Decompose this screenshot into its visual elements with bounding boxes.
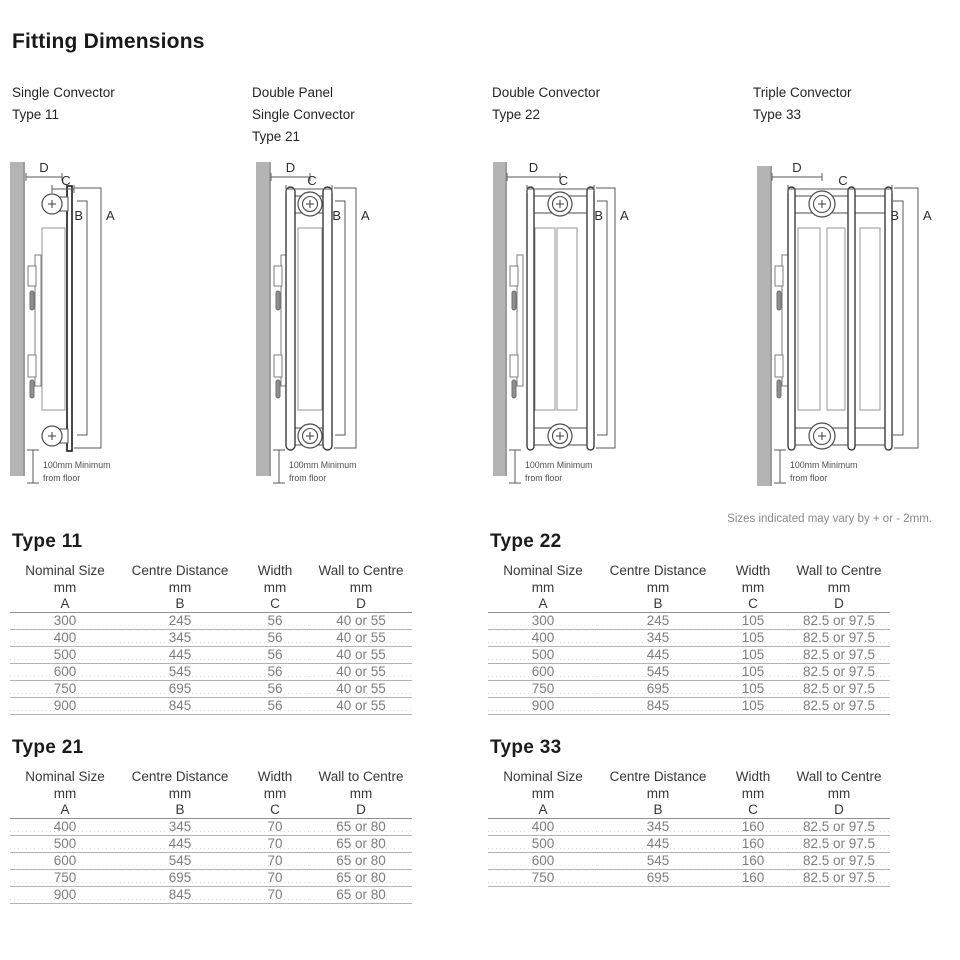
dimension-d <box>772 160 822 181</box>
radiator-panel <box>527 187 534 450</box>
floor-note-line2: from floor <box>790 473 828 483</box>
table-cell: 105 <box>718 681 788 698</box>
table-row <box>10 630 412 647</box>
radiator-panel <box>587 187 594 450</box>
table-cell: 105 <box>718 647 788 664</box>
convector-fin <box>860 228 880 410</box>
table-cell: 400 <box>10 819 120 836</box>
dimension-b <box>332 201 345 435</box>
table-cell: 160 <box>718 853 788 870</box>
table-cell: 695 <box>120 681 240 698</box>
table-cell: 345 <box>120 630 240 647</box>
valve <box>548 424 572 448</box>
table-row <box>488 664 890 681</box>
table-cell: 600 <box>488 664 598 681</box>
convector-fin <box>827 228 845 410</box>
table-cell: 56 <box>240 647 310 664</box>
col-header: Width <box>257 563 293 578</box>
table-title: Type 22 <box>490 531 562 552</box>
radiator-panel <box>788 187 795 450</box>
dimensions-table <box>488 562 890 715</box>
table-cell: 695 <box>598 870 718 887</box>
dim-label-b: B <box>890 208 899 223</box>
col-unit: mm <box>531 580 555 595</box>
section-heading-line: Double Convector <box>492 85 601 100</box>
col-header: Nominal Size <box>503 563 583 578</box>
floor-note-line2: from floor <box>289 473 327 483</box>
table-cell: 82.5 or 97.5 <box>788 613 890 630</box>
col-letter: C <box>718 802 788 819</box>
col-header: Centre Distance <box>131 769 229 784</box>
wall <box>493 162 507 476</box>
table-cell: 500 <box>10 647 120 664</box>
table-cell: 70 <box>240 870 310 887</box>
header-row-letters <box>488 802 890 819</box>
table-cell: 82.5 or 97.5 <box>788 681 890 698</box>
section-heading-line: Type 11 <box>12 107 60 122</box>
col-letter: C <box>240 596 310 613</box>
header-row-units <box>488 580 890 596</box>
table-cell: 300 <box>488 613 598 630</box>
header-row-labels <box>488 562 890 580</box>
table-cell: 82.5 or 97.5 <box>788 698 890 715</box>
table-cell: 56 <box>240 630 310 647</box>
dim-label-d: D <box>39 160 49 175</box>
floor-clearance <box>509 450 592 483</box>
dim-label-d: D <box>285 160 296 175</box>
floor-clearance <box>774 450 857 483</box>
table-row <box>10 870 412 887</box>
col-header: Wall to Centre <box>796 769 882 784</box>
header-row-units <box>10 580 412 596</box>
dim-label-c: C <box>838 173 848 188</box>
table-cell: 105 <box>718 613 788 630</box>
table-cell: 160 <box>718 870 788 887</box>
table-cell: 160 <box>718 836 788 853</box>
valve <box>548 192 572 216</box>
table-cell: 545 <box>598 853 718 870</box>
dimensions-table <box>488 768 890 887</box>
table-cell: 105 <box>718 698 788 715</box>
dimension-d <box>271 160 310 181</box>
diagram-type-21 <box>240 158 480 503</box>
col-header: Wall to Centre <box>318 769 404 784</box>
col-letter: B <box>598 596 718 613</box>
col-header: Nominal Size <box>25 563 105 578</box>
table-cell: 500 <box>488 647 598 664</box>
col-unit: mm <box>168 786 192 801</box>
dimension-b <box>74 201 87 435</box>
col-unit: mm <box>827 580 851 595</box>
section-heading-line: Type 33 <box>753 107 802 122</box>
table-cell: 56 <box>240 664 310 681</box>
dim-label-b: B <box>594 208 603 223</box>
col-header: Wall to Centre <box>318 563 404 578</box>
table-cell: 56 <box>240 613 310 630</box>
col-header: Width <box>257 769 293 784</box>
header-row-units <box>10 786 412 802</box>
floor-note-line2: from floor <box>43 473 81 483</box>
table-cell: 82.5 or 97.5 <box>788 819 890 836</box>
col-letter: D <box>310 802 412 819</box>
table-cell: 545 <box>120 853 240 870</box>
wall-bracket <box>775 255 788 398</box>
col-unit: mm <box>168 580 192 595</box>
floor-note-line1: 100mm Minimum <box>43 460 111 470</box>
col-unit: mm <box>53 580 77 595</box>
table-cell: 56 <box>240 698 310 715</box>
col-letter: A <box>10 802 120 819</box>
table-cell: 82.5 or 97.5 <box>788 664 890 681</box>
col-header: Nominal Size <box>25 769 105 784</box>
table-cell: 445 <box>120 647 240 664</box>
col-unit: mm <box>53 786 77 801</box>
table-cell: 70 <box>240 887 310 904</box>
col-unit: mm <box>531 786 555 801</box>
table-row <box>488 647 890 664</box>
table-cell: 40 or 55 <box>310 681 412 698</box>
header-row-labels <box>10 768 412 786</box>
floor-note-line1: 100mm Minimum <box>790 460 858 470</box>
wall-bracket <box>510 255 523 398</box>
col-unit: mm <box>349 580 373 595</box>
header-row-letters <box>488 596 890 613</box>
dimensions-table <box>10 768 412 904</box>
table-row <box>10 647 412 664</box>
table-row <box>488 836 890 853</box>
dim-label-a: A <box>106 208 115 223</box>
col-unit: mm <box>263 786 287 801</box>
col-header: Width <box>735 769 771 784</box>
dimension-a <box>596 188 629 448</box>
table-row <box>10 836 412 853</box>
col-letter: B <box>120 596 240 613</box>
diagram-type-33 <box>720 158 960 503</box>
dimension-a <box>894 188 932 448</box>
dim-label-d: D <box>792 160 802 175</box>
table-cell: 245 <box>120 613 240 630</box>
dimension-b <box>594 201 607 435</box>
table-cell: 160 <box>718 819 788 836</box>
table-block-type-22 <box>488 531 890 715</box>
table-cell: 500 <box>10 836 120 853</box>
table-cell: 65 or 80 <box>310 836 412 853</box>
table-title: Type 11 <box>12 531 83 552</box>
table-row <box>10 887 412 904</box>
table-cell: 600 <box>10 664 120 681</box>
header-row-letters <box>10 596 412 613</box>
table-cell: 900 <box>488 698 598 715</box>
section-heading-3 <box>492 82 600 126</box>
col-letter: D <box>788 802 890 819</box>
table-cell: 400 <box>488 819 598 836</box>
table-cell: 56 <box>240 681 310 698</box>
col-unit: mm <box>827 786 851 801</box>
wall <box>757 166 772 486</box>
table-row <box>488 681 890 698</box>
header-row-labels <box>488 768 890 786</box>
valve <box>42 194 68 214</box>
dim-label-b: B <box>332 208 341 223</box>
valve <box>298 192 322 216</box>
table-cell: 82.5 or 97.5 <box>788 853 890 870</box>
col-letter: C <box>718 596 788 613</box>
col-letter: D <box>788 596 890 613</box>
section-heading-line: Type 22 <box>492 107 541 122</box>
col-letter: A <box>488 596 598 613</box>
convector-fin <box>42 228 65 410</box>
table-title: Type 21 <box>12 737 84 758</box>
floor-note-line2: from floor <box>525 473 563 483</box>
dimension-c <box>788 173 892 193</box>
header-row-units <box>488 786 890 802</box>
table-cell: 300 <box>10 613 120 630</box>
table-cell: 70 <box>240 819 310 836</box>
section-heading-line: Triple Convector <box>753 85 852 100</box>
table-cell: 105 <box>718 630 788 647</box>
valve <box>42 426 68 446</box>
diagram-type-22 <box>480 158 720 503</box>
dim-label-a: A <box>620 208 629 223</box>
valve <box>809 191 835 217</box>
table-cell: 82.5 or 97.5 <box>788 630 890 647</box>
table-cell: 65 or 80 <box>310 870 412 887</box>
convector-fin <box>298 228 322 410</box>
valve <box>809 423 835 449</box>
convector-fin <box>798 228 820 410</box>
col-header: Centre Distance <box>609 563 707 578</box>
table-cell: 500 <box>488 836 598 853</box>
table-cell: 65 or 80 <box>310 887 412 904</box>
wall <box>256 162 271 476</box>
col-header: Wall to Centre <box>796 563 882 578</box>
table-row <box>10 853 412 870</box>
dimension-c <box>527 173 594 193</box>
variance-note: Sizes indicated may vary by + or - 2mm. <box>727 513 932 525</box>
table-cell: 40 or 55 <box>310 664 412 681</box>
dim-label-c: C <box>61 173 71 188</box>
section-heading-line: Type 21 <box>252 129 301 144</box>
dim-label-c: C <box>558 173 569 188</box>
col-letter: D <box>310 596 412 613</box>
table-title: Type 33 <box>490 737 562 758</box>
table-cell: 445 <box>120 836 240 853</box>
table-cell: 345 <box>598 630 718 647</box>
table-block-type-11 <box>10 531 412 715</box>
table-cell: 695 <box>598 681 718 698</box>
col-unit: mm <box>646 580 670 595</box>
table-row <box>488 853 890 870</box>
table-cell: 400 <box>10 630 120 647</box>
section-heading-4 <box>753 82 852 126</box>
table-cell: 750 <box>488 681 598 698</box>
table-cell: 445 <box>598 836 718 853</box>
table-cell: 445 <box>598 647 718 664</box>
table-cell: 70 <box>240 853 310 870</box>
dim-label-b: B <box>74 208 83 223</box>
convector-fin <box>535 228 555 410</box>
dimension-a <box>74 188 115 448</box>
floor-note-line1: 100mm Minimum <box>289 460 357 470</box>
wall-bracket <box>274 255 287 398</box>
table-cell: 545 <box>120 664 240 681</box>
table-cell: 345 <box>120 819 240 836</box>
dim-label-d: D <box>528 160 539 175</box>
table-cell: 40 or 55 <box>310 647 412 664</box>
dimension-d <box>26 160 62 181</box>
table-cell: 345 <box>598 819 718 836</box>
col-unit: mm <box>263 580 287 595</box>
table-block-type-21 <box>10 737 412 904</box>
table-cell: 245 <box>598 613 718 630</box>
dim-label-a: A <box>923 208 932 223</box>
radiator-panel <box>286 187 295 450</box>
table-cell: 750 <box>10 870 120 887</box>
table-row <box>488 870 890 887</box>
section-heading-line: Double Panel <box>252 85 334 100</box>
col-header: Width <box>735 563 771 578</box>
col-letter: B <box>598 802 718 819</box>
table-row <box>488 613 890 630</box>
table-row <box>10 664 412 681</box>
table-cell: 82.5 or 97.5 <box>788 870 890 887</box>
dim-label-a: A <box>361 208 370 223</box>
table-row <box>10 613 412 630</box>
table-cell: 70 <box>240 836 310 853</box>
table-cell: 65 or 80 <box>310 853 412 870</box>
header-row-labels <box>10 562 412 580</box>
table-row <box>10 819 412 836</box>
table-row <box>10 698 412 715</box>
floor-clearance <box>273 450 356 483</box>
table-row <box>488 698 890 715</box>
table-cell: 900 <box>10 698 120 715</box>
table-cell: 40 or 55 <box>310 630 412 647</box>
col-header: Nominal Size <box>503 769 583 784</box>
header-row-letters <box>10 802 412 819</box>
section-heading-1 <box>12 82 115 126</box>
dimension-d <box>507 160 560 181</box>
table-cell: 105 <box>718 664 788 681</box>
radiator-panel <box>323 187 332 450</box>
col-header: Centre Distance <box>609 769 707 784</box>
table-cell: 845 <box>120 887 240 904</box>
table-cell: 600 <box>10 853 120 870</box>
col-unit: mm <box>349 786 373 801</box>
table-cell: 900 <box>10 887 120 904</box>
table-cell: 65 or 80 <box>310 819 412 836</box>
col-header: Centre Distance <box>131 563 229 578</box>
table-cell: 600 <box>488 853 598 870</box>
page-title: Fitting Dimensions <box>12 30 205 53</box>
table-row <box>488 819 890 836</box>
table-cell: 82.5 or 97.5 <box>788 836 890 853</box>
table-cell: 40 or 55 <box>310 698 412 715</box>
table-cell: 695 <box>120 870 240 887</box>
col-letter: C <box>240 802 310 819</box>
convector-fin <box>557 228 577 410</box>
dim-label-c: C <box>307 173 317 188</box>
col-letter: A <box>488 802 598 819</box>
radiator-panel <box>885 187 892 450</box>
col-unit: mm <box>741 786 765 801</box>
section-heading-2 <box>252 82 355 148</box>
valve <box>298 424 322 448</box>
section-heading-line: Single Convector <box>252 107 355 122</box>
col-unit: mm <box>646 786 670 801</box>
floor-note-line1: 100mm Minimum <box>525 460 593 470</box>
col-letter: A <box>10 596 120 613</box>
table-cell: 82.5 or 97.5 <box>788 647 890 664</box>
section-heading-line: Single Convector <box>12 85 115 100</box>
table-cell: 750 <box>488 870 598 887</box>
table-row <box>488 630 890 647</box>
wall-bracket <box>28 255 41 398</box>
table-row <box>10 681 412 698</box>
table-cell: 845 <box>598 698 718 715</box>
table-block-type-33 <box>488 737 890 887</box>
diagram-type-11 <box>0 158 240 503</box>
table-cell: 545 <box>598 664 718 681</box>
col-unit: mm <box>741 580 765 595</box>
floor-clearance <box>27 450 110 483</box>
dimension-a <box>334 188 370 448</box>
radiator-panel <box>67 186 72 451</box>
table-cell: 750 <box>10 681 120 698</box>
col-letter: B <box>120 802 240 819</box>
table-cell: 40 or 55 <box>310 613 412 630</box>
radiator-panel <box>848 187 855 450</box>
dimensions-table <box>10 562 412 715</box>
wall <box>10 162 25 476</box>
table-cell: 845 <box>120 698 240 715</box>
table-cell: 400 <box>488 630 598 647</box>
